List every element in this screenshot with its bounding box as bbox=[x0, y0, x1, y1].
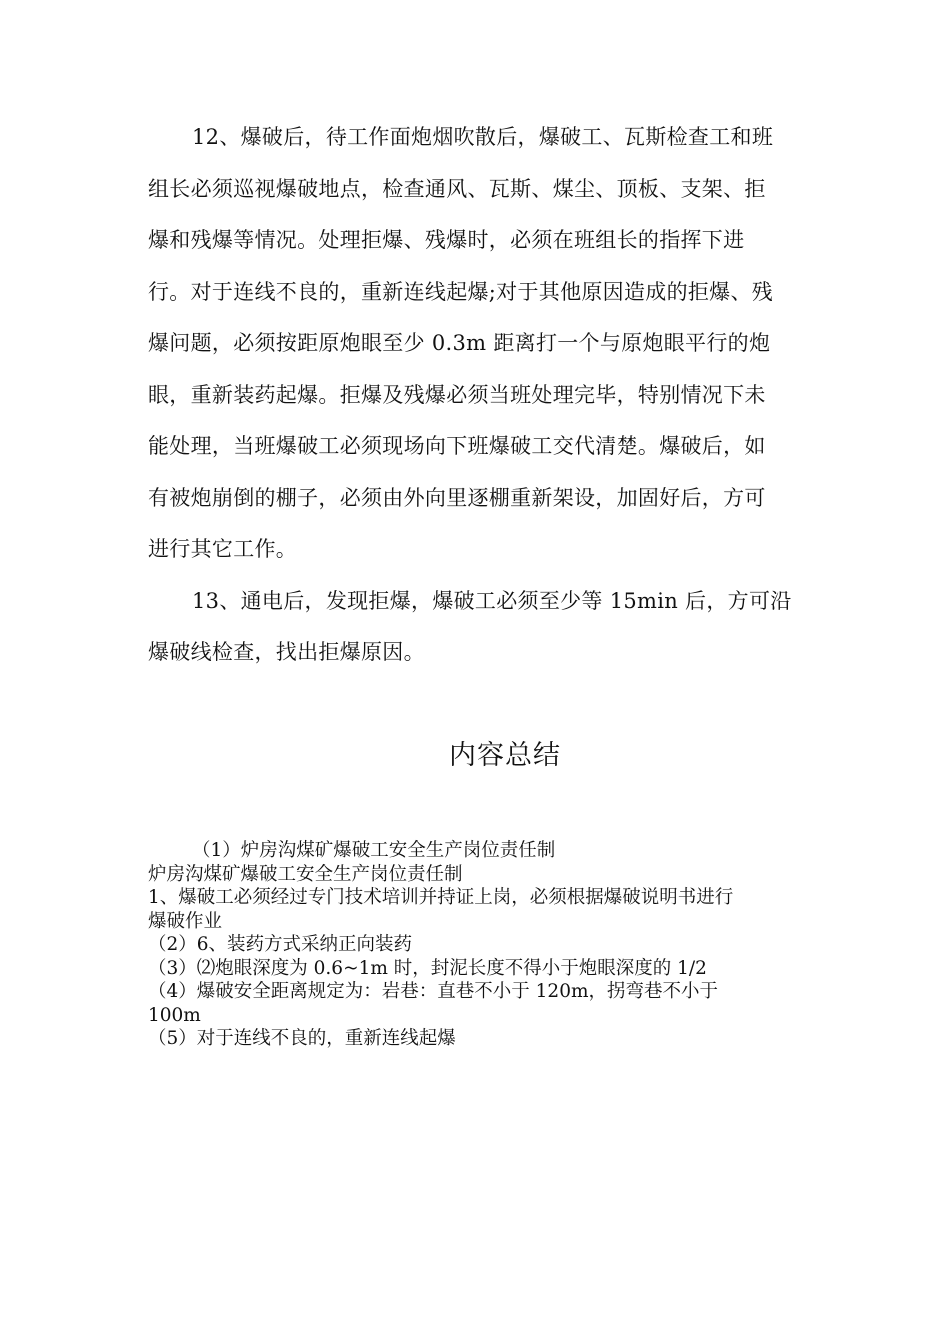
paragraph-13 bbox=[148, 576, 804, 679]
paragraph-12-line: 爆和残爆等情况。处理拒爆、残爆时，必须在班组长的指挥下进 bbox=[148, 228, 745, 252]
summary-line: （2）6、装药方式采纳正向装药 bbox=[148, 934, 413, 955]
summary-line: 1、爆破工必须经过专门技术培训并持证上岗，必须根据爆破说明书进行 bbox=[148, 887, 734, 908]
summary-line: （3）⑵炮眼深度为 0.6~1m 时，封泥长度不得小于炮眼深度的 1/2 bbox=[148, 957, 707, 979]
summary-list bbox=[148, 839, 808, 1051]
paragraph-13-line: 爆破线检查，找出拒爆原因。 bbox=[148, 640, 425, 664]
paragraph-12-line: 12、爆破后，待工作面炮烟吹散后，爆破工、瓦斯检查工和班 bbox=[192, 125, 774, 149]
paragraph-12-line: 行。对于连线不良的，重新连线起爆;对于其他原因造成的拒爆、残 bbox=[148, 279, 774, 304]
paragraph-12-line: 进行其它工作。 bbox=[148, 537, 298, 561]
paragraph-12-line: 爆问题，必须按距原炮眼至少 0.3m 距离打一个与原炮眼平行的炮 bbox=[148, 331, 771, 355]
summary-line: （5）对于连线不良的，重新连线起爆 bbox=[148, 1028, 456, 1049]
paragraph-12-line: 有被炮崩倒的棚子，必须由外向里逐棚重新架设，加固好后，方可 bbox=[148, 485, 766, 510]
summary-line: （4）爆破安全距离规定为：岩巷：直巷不小于 120m，拐弯巷不小于 bbox=[148, 981, 719, 1002]
summary-title: 内容总结 bbox=[449, 740, 561, 771]
summary-line: （1）炉房沟煤矿爆破工安全生产岗位责任制 bbox=[192, 840, 556, 861]
paragraph-12-line: 组长必须巡视爆破地点，检查通风、瓦斯、煤尘、顶板、支架、拒 bbox=[148, 176, 766, 201]
main-body-text bbox=[148, 112, 804, 679]
summary-line: 爆破作业 bbox=[148, 910, 223, 932]
summary-line: 炉房沟煤矿爆破工安全生产岗位责任制 bbox=[148, 863, 463, 885]
paragraph-12-line: 能处理，当班爆破工必须现场向下班爆破工交代清楚。爆破后，如 bbox=[148, 434, 766, 458]
paragraph-12-line: 眼，重新装药起爆。拒爆及残爆必须当班处理完毕，特别情况下未 bbox=[148, 382, 766, 407]
summary-line: 100m bbox=[148, 1004, 201, 1026]
paragraph-12 bbox=[148, 112, 804, 576]
paragraph-13-line: 13、通电后，发现拒爆，爆破工必须至少等 15min 后，方可沿 bbox=[192, 588, 792, 613]
